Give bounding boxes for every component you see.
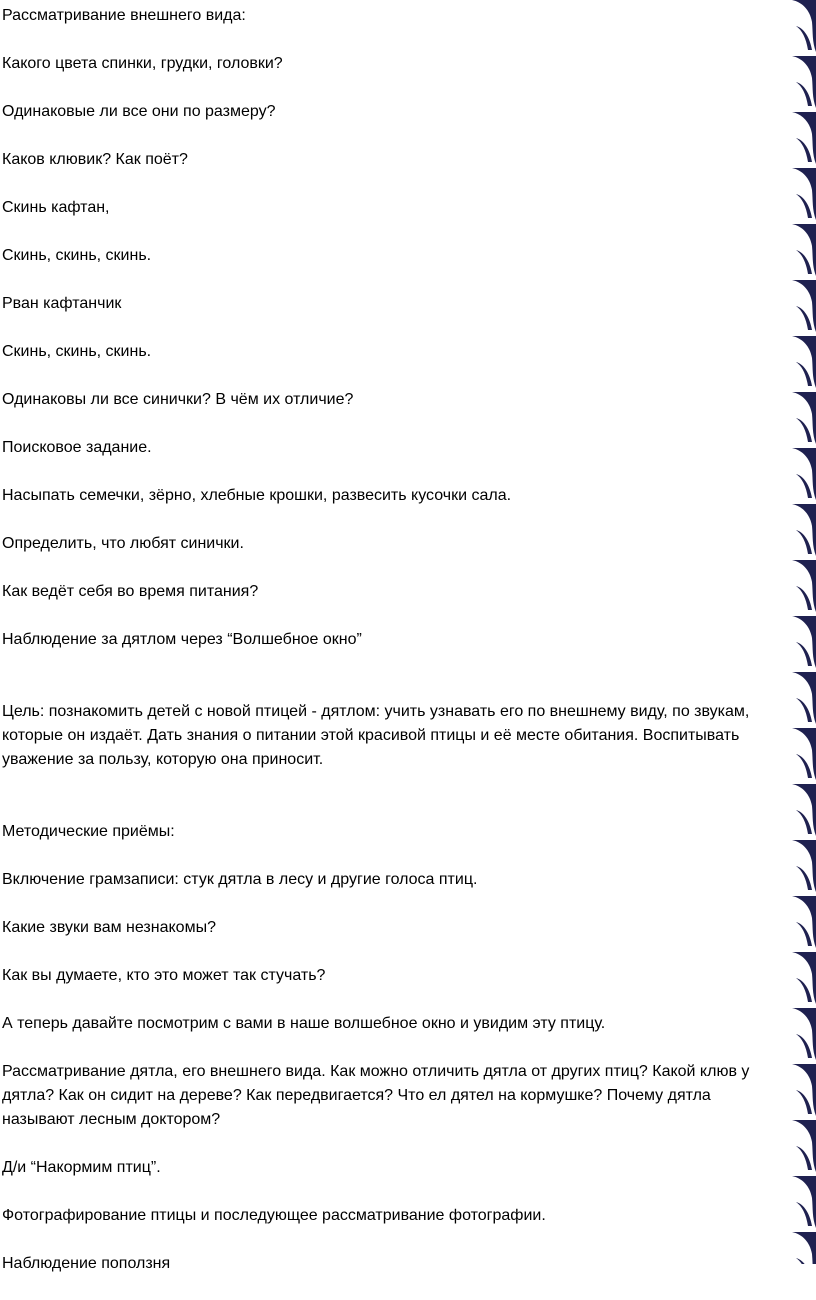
paragraph: Скинь кафтан, [2, 199, 110, 216]
paragraph: Скинь, скинь, скинь. [2, 343, 152, 360]
paragraph: Какие звуки вам незнакомы? [2, 919, 216, 936]
wave-ornament-segment [792, 1064, 816, 1116]
document-body [2, 4, 786, 1300]
paragraph: Определить, что любят синички. [2, 535, 244, 552]
paragraph: Скинь, скинь, скинь. [2, 247, 152, 264]
blank-line [2, 676, 786, 700]
paragraph: Насыпать семечки, зёрно, хлебные крошки, развесить кусочки сала. [2, 487, 512, 504]
paragraph-goal: Цель: познакомить детей с новой птицей - дятлом: учить узнавать его по внешнему виду, по звукам, которые он издаёт. Дать знания о питании этой красивой птицы и её месте обитания. Воспитывать уважение за пользу, которую она приносит. [2, 703, 750, 768]
paragraph: Как вы думаете, кто это может так стучать? [2, 967, 326, 984]
wave-ornament-segment [792, 672, 816, 724]
paragraph: Методические приёмы: [2, 823, 175, 840]
wave-ornament-segment [792, 1008, 816, 1060]
wave-ornament-segment [792, 56, 816, 108]
paragraph: Д/и “Накормим птиц”. [2, 1159, 161, 1176]
wave-ornament-segment [792, 840, 816, 892]
paragraph: Рассматривание внешнего вида: [2, 7, 246, 24]
wave-ornament-segment [792, 616, 816, 668]
paragraph: Рассматривание дятла, его внешнего вида. Как можно отличить дятла от других птиц? Какой клюв у дятла? Как он сидит на дереве? Как передвигается? Что ел дятел на кормушке? Почему дятла называют лесным доктором? [2, 1063, 750, 1128]
wave-ornament-segment [792, 952, 816, 1004]
wave-ornament-segment [792, 0, 816, 52]
paragraph: Одинаковые ли все они по размеру? [2, 103, 276, 120]
wave-ornament-segment [792, 336, 816, 388]
paragraph: Наблюдение поползня [2, 1255, 171, 1272]
wave-ornament-segment [792, 896, 816, 948]
wave-ornament-segment [792, 1120, 816, 1172]
wave-ornament-segment [792, 1232, 816, 1264]
paragraph: Включение грамзаписи: стук дятла в лесу и другие голоса птиц. [2, 871, 478, 888]
wave-ornament-segment [792, 280, 816, 332]
wave-ornament-segment [792, 560, 816, 612]
paragraph: Наблюдение за дятлом через “Волшебное окно” [2, 631, 362, 648]
paragraph: Как ведёт себя во время питания? [2, 583, 259, 600]
decorative-border [786, 0, 816, 1264]
wave-ornament-segment [792, 504, 816, 556]
blank-line [2, 796, 786, 820]
paragraph: Какого цвета спинки, грудки, головки? [2, 55, 283, 72]
paragraph: Каков клювик? Как поёт? [2, 151, 188, 168]
wave-ornament-segment [792, 168, 816, 220]
wave-ornament-segment [792, 392, 816, 444]
paragraph: Рван кафтанчик [2, 295, 122, 312]
wave-ornament-segment [792, 1176, 816, 1228]
wave-ornament-segment [792, 224, 816, 276]
wave-ornament-icon [786, 0, 816, 1264]
wave-ornament-segment [792, 448, 816, 500]
paragraph: Одинаковы ли все синички? В чём их отличие? [2, 391, 354, 408]
paragraph: Фотографирование птицы и последующее рассматривание фотографии. [2, 1207, 546, 1224]
paragraph: А теперь давайте посмотрим с вами в наше волшебное окно и увидим эту птицу. [2, 1015, 606, 1032]
paragraph: Поисковое задание. [2, 439, 152, 456]
wave-ornament-segment [792, 728, 816, 780]
wave-ornament-segment [792, 112, 816, 164]
wave-ornament-segment [792, 784, 816, 836]
